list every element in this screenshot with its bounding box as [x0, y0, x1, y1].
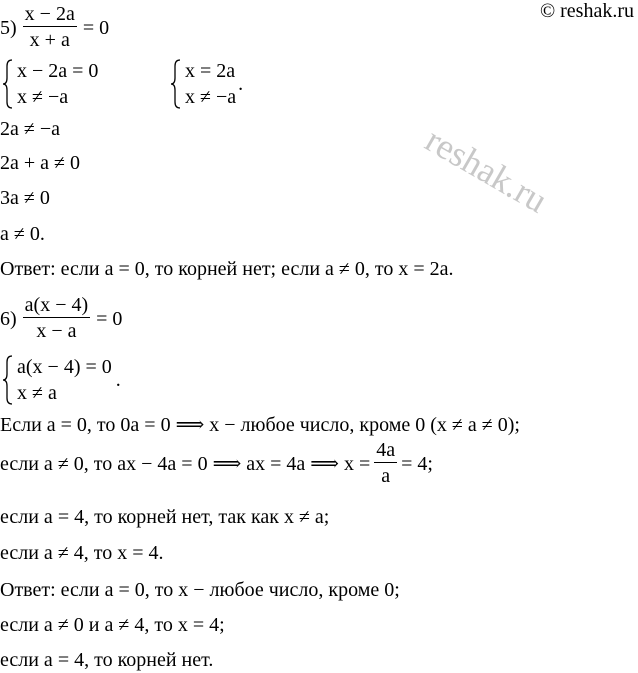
p5-equation — [0, 2, 109, 53]
p6-line4: если a ≠ 4, то x = 4. — [0, 542, 164, 564]
p6-rhs: = 0 — [96, 307, 123, 330]
p5-system2 — [170, 58, 243, 110]
p5-system1-row2: x ≠ −a — [17, 86, 69, 108]
watermark-copyright: © reshak.ru — [539, 0, 634, 22]
p6-line3: если a = 4, то корней нет, так как x ≠ a; — [0, 506, 330, 528]
p6-equation — [0, 293, 122, 344]
p5-step: 2a + a ≠ 0 — [0, 152, 81, 174]
p5-system2-row2: x ≠ −a — [185, 86, 237, 108]
p6-answer: если a ≠ 0 и a ≠ 4, то x = 4; — [0, 614, 225, 636]
p5-step: 2a ≠ −a — [0, 118, 61, 140]
brace-icon — [170, 58, 182, 110]
p5-step: a ≠ 0. — [0, 223, 45, 245]
p5-rhs: = 0 — [82, 16, 110, 39]
p6-answer: если a = 4, то корней нет. — [0, 649, 214, 671]
p5-system2-row1: x = 2a — [185, 60, 236, 82]
p6-fraction — [23, 293, 90, 344]
p6-system-row2: x ≠ a — [17, 382, 57, 404]
p5-numerator: x − 2a — [24, 3, 75, 25]
p6-answer: Ответ: если a = 0, то x − любое число, кроме 0; — [0, 579, 400, 601]
p6-line2-result: = 4; — [401, 452, 433, 475]
p6-system-row1: a(x − 4) = 0 — [17, 356, 112, 378]
p6-line2-fraction — [374, 438, 397, 489]
p6-line2-denominator: a — [381, 465, 391, 487]
p5-system1 — [2, 58, 98, 110]
p5-denominator: x + a — [29, 29, 70, 51]
brace-icon — [2, 354, 14, 406]
p6-numerator: a(x − 4) — [24, 294, 89, 316]
p6-line2-text: если a ≠ 0, то ax − 4a = 0 ⟹ ax = 4a ⟹ x = — [0, 452, 371, 475]
p6-label: 6) — [0, 307, 17, 330]
watermark-diagonal: reshak.ru — [418, 119, 555, 221]
brace-icon — [2, 58, 14, 110]
p6-system — [2, 354, 121, 406]
p5-system1-row1: x − 2a = 0 — [17, 60, 99, 82]
p5-system2-end: . — [238, 72, 244, 95]
p5-fraction — [23, 2, 77, 53]
p6-line2 — [0, 438, 433, 489]
p6-system-end: . — [115, 368, 121, 391]
p6-line1: Если a = 0, то 0a = 0 ⟹ x − любое число, кроме 0 (x ≠ a ≠ 0); — [0, 414, 520, 436]
p5-label: 5) — [0, 16, 17, 39]
p5-step: 3a ≠ 0 — [0, 187, 50, 209]
p6-line2-numerator: 4a — [376, 439, 396, 461]
p6-denominator: x − a — [36, 320, 77, 342]
p5-answer: Ответ: если a = 0, то корней нет; если a ≠ 0, то x = 2a. — [0, 258, 454, 280]
